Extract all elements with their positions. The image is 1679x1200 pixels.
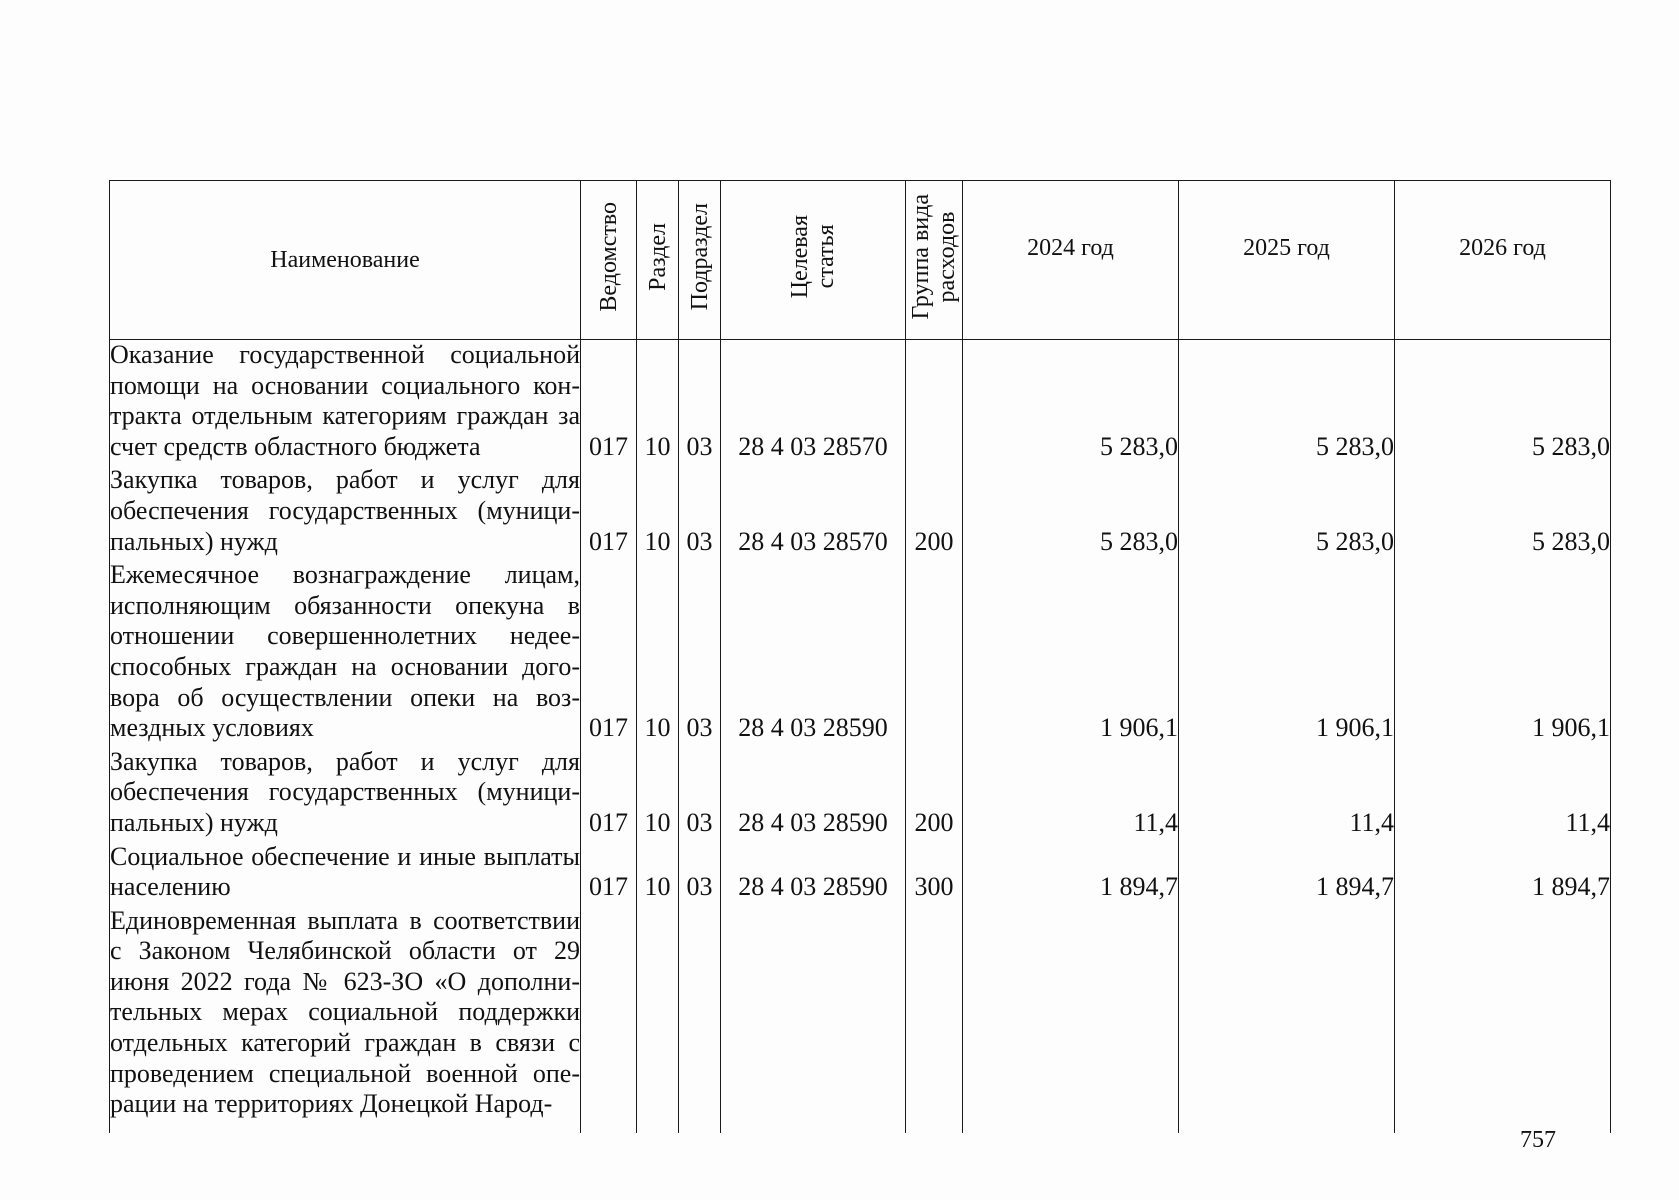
table-row xyxy=(110,465,1611,560)
table-cut-edge xyxy=(110,1123,1611,1133)
row-name: Социальное обеспечение и иные выплаты населению xyxy=(110,842,581,906)
row-department: 017 xyxy=(581,842,637,906)
row-section: 10 xyxy=(637,747,679,842)
row-department: 017 xyxy=(581,560,637,747)
row-target-item xyxy=(721,906,906,1123)
table-row xyxy=(110,560,1611,747)
table-row xyxy=(110,747,1611,842)
row-department: 017 xyxy=(581,465,637,560)
row-amount-2026: 1 894,7 xyxy=(1395,842,1611,906)
row-department xyxy=(581,906,637,1123)
row-amount-2026: 5 283,0 xyxy=(1395,465,1611,560)
row-amount-2025: 1 894,7 xyxy=(1179,842,1395,906)
row-target-item: 28 4 03 28590 xyxy=(721,747,906,842)
row-target-item: 28 4 03 28570 xyxy=(721,340,906,466)
row-amount-2025: 5 283,0 xyxy=(1179,340,1395,466)
header-year-2024: 2024 год xyxy=(963,181,1179,340)
header-expense-group: Группа вида расходов xyxy=(906,181,963,340)
header-year-2026: 2026 год xyxy=(1395,181,1611,340)
row-department: 017 xyxy=(581,747,637,842)
row-amount-2025 xyxy=(1179,906,1395,1123)
row-subsection: 03 xyxy=(679,842,721,906)
row-expense-group: 200 xyxy=(906,465,963,560)
budget-allocation-table xyxy=(109,180,1611,1133)
row-name: Ежемесячное вознаграждение лицам, исполняющим обязанности опекуна в отношении совершеннолетних недееспособных граждан на основании договора об осуществлении опеки на возмездных условиях xyxy=(110,560,581,747)
row-name: Оказание государственной социальной помощи на основании социального контракта отдельным категориям граждан за счет средств областного бюджета xyxy=(110,340,581,466)
row-name: Закупка товаров, работ и услуг для обеспечения государственных (муниципальных) нужд xyxy=(110,465,581,560)
row-expense-group: 300 xyxy=(906,842,963,906)
page-number: 757 xyxy=(1520,1127,1556,1153)
header-section: Раздел xyxy=(637,181,679,340)
row-section: 10 xyxy=(637,465,679,560)
row-target-item: 28 4 03 28590 xyxy=(721,560,906,747)
row-name: Единовременная выплата в соответствии с Законом Челябинской области от 29 июня 2022 года № 623-ЗО «О дополнительных мерах социальной поддержки отдельных категорий граждан в связи с проведением специальной военной операции на территориях Донецкой Народ- xyxy=(110,906,581,1123)
row-subsection xyxy=(679,906,721,1123)
row-expense-group xyxy=(906,906,963,1123)
row-amount-2024: 11,4 xyxy=(963,747,1179,842)
row-amount-2024: 1 894,7 xyxy=(963,842,1179,906)
row-section xyxy=(637,906,679,1123)
row-subsection: 03 xyxy=(679,465,721,560)
header-target-item: Целевая статья xyxy=(721,181,906,340)
row-target-item: 28 4 03 28590 xyxy=(721,842,906,906)
table-row xyxy=(110,340,1611,466)
row-target-item: 28 4 03 28570 xyxy=(721,465,906,560)
row-amount-2024 xyxy=(963,906,1179,1123)
row-section: 10 xyxy=(637,560,679,747)
row-name: Закупка товаров, работ и услуг для обеспечения государственных (муниципальных) нужд xyxy=(110,747,581,842)
row-amount-2026: 5 283,0 xyxy=(1395,340,1611,466)
row-expense-group xyxy=(906,560,963,747)
row-amount-2024: 5 283,0 xyxy=(963,465,1179,560)
row-department: 017 xyxy=(581,340,637,466)
table-row xyxy=(110,906,1611,1123)
row-expense-group xyxy=(906,340,963,466)
header-subsection: Подраздел xyxy=(679,181,721,340)
row-amount-2024: 5 283,0 xyxy=(963,340,1179,466)
header-department: Ведомство xyxy=(581,181,637,340)
row-expense-group: 200 xyxy=(906,747,963,842)
header-year-2025: 2025 год xyxy=(1179,181,1395,340)
table-header-row xyxy=(110,181,1611,340)
row-section: 10 xyxy=(637,340,679,466)
row-amount-2026 xyxy=(1395,906,1611,1123)
row-subsection: 03 xyxy=(679,340,721,466)
row-section: 10 xyxy=(637,842,679,906)
row-amount-2025: 5 283,0 xyxy=(1179,465,1395,560)
row-subsection: 03 xyxy=(679,560,721,747)
row-amount-2025: 11,4 xyxy=(1179,747,1395,842)
row-amount-2026: 11,4 xyxy=(1395,747,1611,842)
header-name: Наименование xyxy=(110,181,581,340)
row-amount-2025: 1 906,1 xyxy=(1179,560,1395,747)
row-subsection: 03 xyxy=(679,747,721,842)
row-amount-2024: 1 906,1 xyxy=(963,560,1179,747)
table-row xyxy=(110,842,1611,906)
row-amount-2026: 1 906,1 xyxy=(1395,560,1611,747)
